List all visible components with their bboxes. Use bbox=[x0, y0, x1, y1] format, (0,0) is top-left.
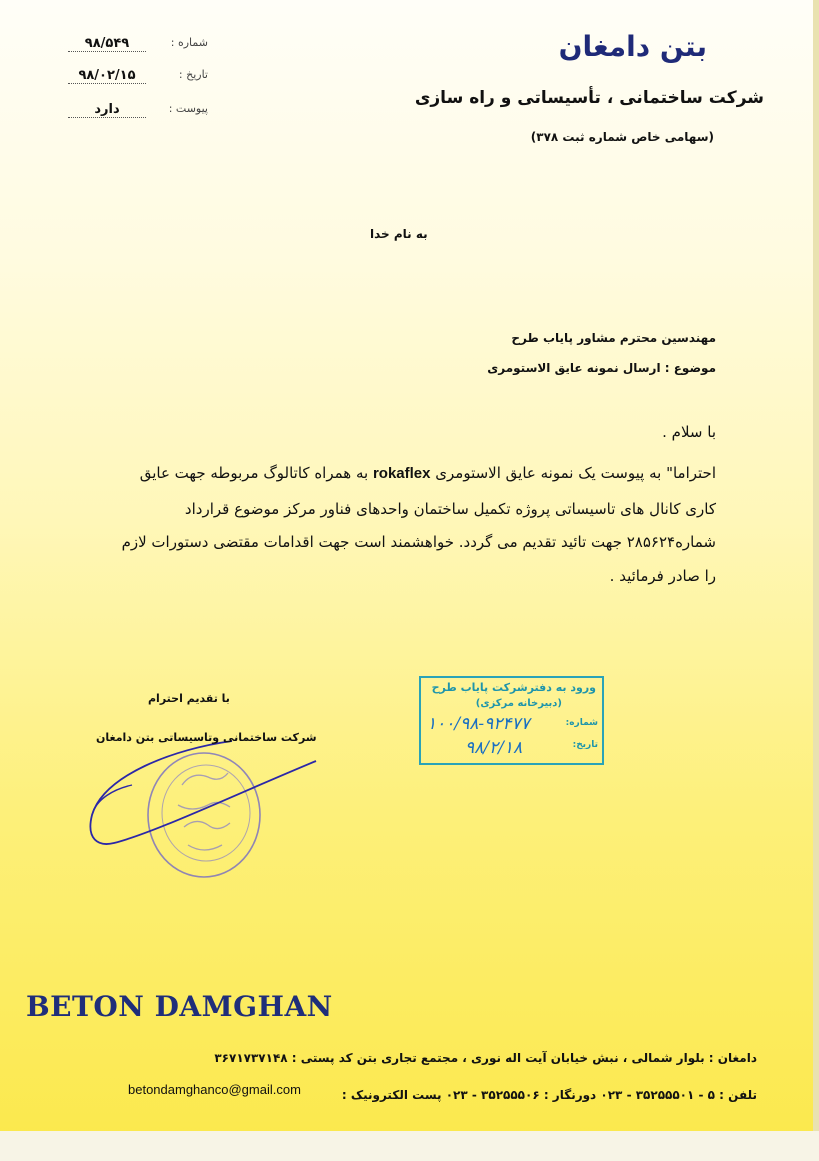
scan-edge-right bbox=[813, 0, 819, 1161]
greeting: با سلام . bbox=[662, 423, 716, 441]
company-name: بتن دامغان bbox=[558, 30, 707, 63]
signatory-company: شرکت ساختمانی وتاسیساتی بتن دامغان bbox=[96, 731, 317, 744]
product-brand: rokaflex bbox=[372, 465, 431, 482]
company-registration: (سهامی خاص شماره ثبت ۳۷۸) bbox=[530, 130, 714, 144]
meta-attachment-label: پیوست : bbox=[168, 102, 208, 115]
footer-brand: BETON DAMGHAN bbox=[26, 990, 333, 1023]
seal-ring-outer bbox=[148, 753, 260, 877]
scan-edge-bottom bbox=[0, 1131, 819, 1161]
company-subtitle: شرکت ساختمانی ، تأسیساتی و راه سازی bbox=[414, 88, 764, 108]
body-line-1-end: به همراه کاتالوگ مربوطه جهت عایق bbox=[139, 464, 373, 482]
meta-date bbox=[68, 66, 208, 86]
basmala: به نام خدا bbox=[370, 227, 428, 241]
meta-number-value: ۹۸/۵۴۹ bbox=[68, 36, 146, 52]
received-stamp bbox=[419, 676, 604, 765]
meta-date-value: ۹۸/۰۲/۱۵ bbox=[68, 68, 146, 84]
received-date-label: تاریخ: bbox=[572, 740, 598, 750]
body-line-1-start: احتراما" به پیوست یک نمونه عایق الاستومری bbox=[430, 464, 716, 482]
body-line-4: را صادر فرمائید . bbox=[609, 567, 716, 585]
received-date-value: ۹۸/۲/۱۸ bbox=[465, 738, 523, 758]
meta-attachment-value: دارد bbox=[68, 102, 146, 118]
body-line-3: شماره۲۸۵۶۲۴ جهت تائید تقدیم می گردد. خواهشمند است جهت اقدامات مقتضی دستورات لازم bbox=[121, 533, 716, 551]
received-number-value: ۱۰۰/۹۸-۹۲۴۷۷ bbox=[427, 714, 530, 734]
subject: موضوع : ارسال نمونه عایق الاستومری bbox=[487, 361, 716, 375]
body-line-1 bbox=[140, 464, 716, 482]
seal-ring-inner bbox=[162, 765, 250, 861]
seal-inscription bbox=[178, 773, 230, 850]
signature-stroke bbox=[90, 741, 316, 844]
meta-number bbox=[68, 34, 208, 54]
footer-address: دامغان : بلوار شمالی ، نبش خیابان آیت اله نوری ، مجتمع تجاری بتن کد پستی : ۳۶۷۱۷۳۷۱۴۸ bbox=[214, 1051, 757, 1065]
received-stamp-title: ورود به دفترشرکت پایاب طرح bbox=[431, 681, 596, 694]
received-stamp-subtitle: (دبیرخانه مرکزی) bbox=[475, 698, 562, 709]
signature-stroke-tail bbox=[92, 785, 132, 815]
meta-number-label: شماره : bbox=[170, 36, 208, 49]
meta-attachment bbox=[68, 100, 208, 120]
meta-date-label: تاریخ : bbox=[178, 68, 208, 81]
recipient: مهندسین محترم مشاور پایاب طرح bbox=[511, 331, 716, 345]
footer-phone: تلفن : ۵ - ۳۵۲۵۵۵۰۱ - ۰۲۳ دورنگار : ۳۵۲۵۵۵۰۶ - ۰۲۳ پست الکترونیک : bbox=[341, 1088, 757, 1102]
footer-email: betondamghanco@gmail.com bbox=[128, 1082, 301, 1097]
received-number-label: شماره: bbox=[565, 718, 598, 728]
closing-remark: با تقدیم احترام bbox=[148, 692, 230, 705]
body-line-2: کاری کانال های تاسیساتی پروژه تکمیل ساختمان واحدهای فناور مرکز موضوع قرارداد bbox=[184, 500, 716, 518]
